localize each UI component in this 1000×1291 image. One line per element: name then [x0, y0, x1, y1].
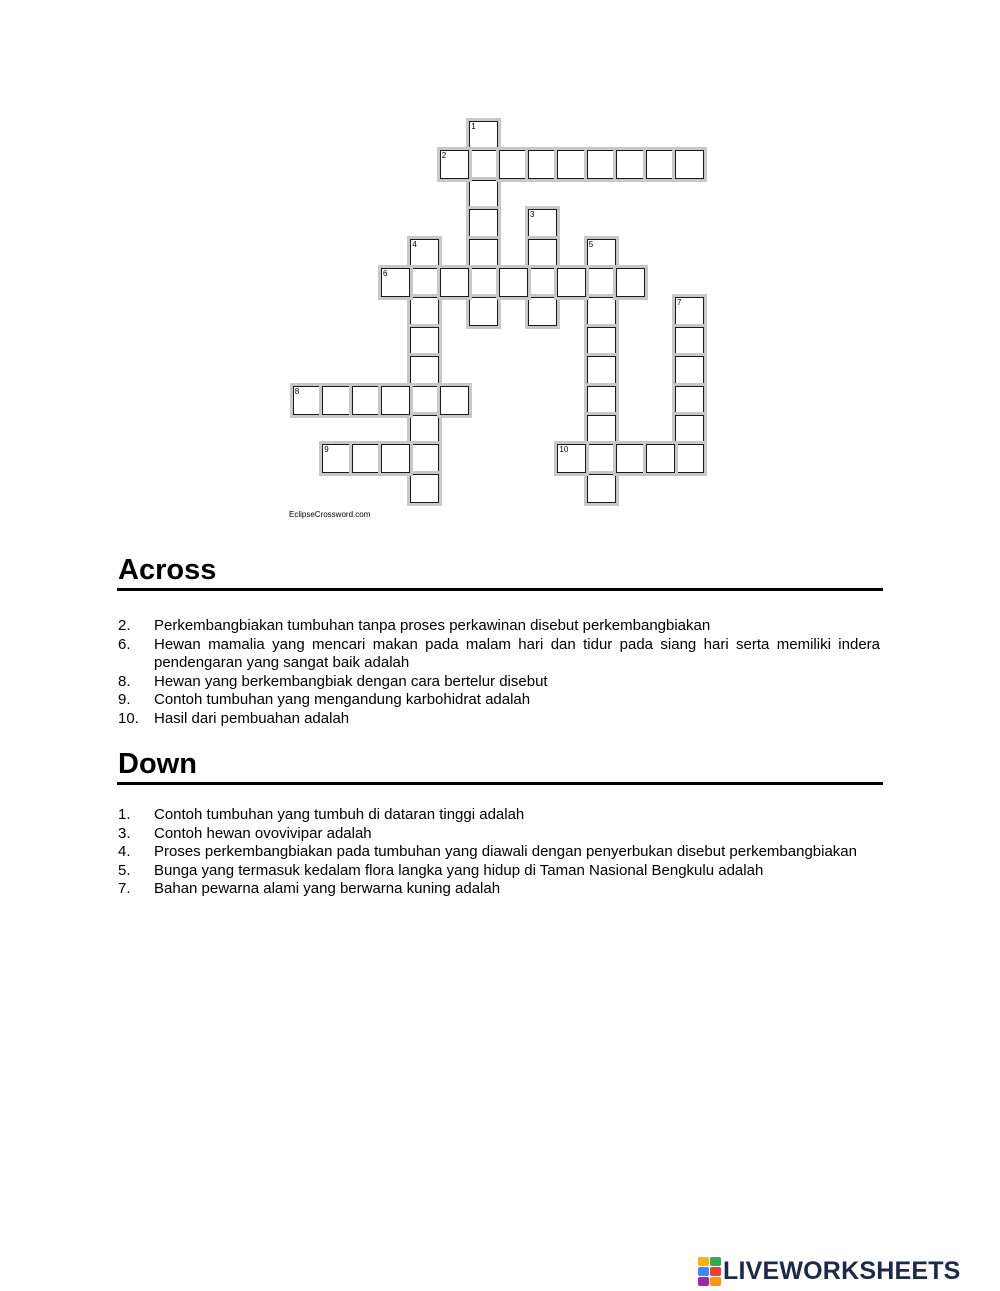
crossword-cell[interactable]: [528, 209, 557, 238]
logo-square: [710, 1257, 721, 1266]
down-clue-text: Bunga yang termasuk kedalam flora langka yang hidup di Taman Nasional Bengkulu adalah: [154, 861, 764, 879]
crossword-cell[interactable]: [528, 297, 557, 326]
down-clue-text: Proses perkembangbiakan pada tumbuhan yang diawali dengan penyerbukan disebut perkembangbiakan: [154, 843, 857, 860]
crossword-cell[interactable]: [499, 268, 528, 297]
down-divider: [117, 782, 883, 785]
down-clue-text: Bahan pewarna alami yang berwarna kuning adalah: [154, 880, 501, 897]
crossword-cell[interactable]: [675, 327, 704, 356]
across-clue: [118, 617, 880, 636]
crossword-cell[interactable]: [410, 239, 439, 268]
crossword-cell[interactable]: [469, 150, 498, 179]
crossword-cell[interactable]: [410, 415, 439, 444]
crossword-cell[interactable]: [675, 297, 704, 326]
crossword-cell[interactable]: [410, 268, 439, 297]
down-clue-number: 1.: [118, 806, 131, 823]
clue-number-label: 7: [677, 298, 682, 308]
crossword-cell[interactable]: [557, 444, 586, 473]
logo-square: [698, 1257, 709, 1266]
crossword-cell[interactable]: [675, 150, 704, 179]
crossword-cell[interactable]: [587, 444, 616, 473]
logo-square: [698, 1277, 709, 1286]
crossword-cell[interactable]: [499, 150, 528, 179]
crossword-cell[interactable]: [410, 327, 439, 356]
crossword-cell[interactable]: [410, 297, 439, 326]
crossword-cell[interactable]: [587, 415, 616, 444]
crossword-grid: [0, 0, 1000, 520]
down-clue-text: Contoh tumbuhan yang tumbuh di dataran tinggi adalah: [154, 806, 525, 823]
crossword-cell[interactable]: [352, 444, 381, 473]
crossword-cell[interactable]: [616, 150, 645, 179]
down-clue: [118, 843, 880, 862]
across-divider: [117, 588, 883, 591]
crossword-cell[interactable]: [528, 268, 557, 297]
across-clue: [118, 636, 880, 673]
across-clue-text: Hasil dari pembuahan adalah: [154, 709, 350, 727]
down-clue: [118, 825, 880, 844]
crossword-cell[interactable]: [675, 356, 704, 385]
crossword-cell[interactable]: [616, 268, 645, 297]
across-clue-number: 9.: [118, 691, 131, 708]
across-clue: [118, 673, 880, 692]
down-clue: [118, 806, 880, 825]
crossword-cell[interactable]: [557, 268, 586, 297]
across-clue: [118, 691, 880, 710]
logo-text: LIVEWORKSHEETS: [723, 1256, 961, 1285]
crossword-cell[interactable]: [646, 150, 675, 179]
down-clue: [118, 862, 880, 881]
clue-number-label: 6: [383, 269, 388, 278]
credit-text: EclipseCrossword.com: [289, 510, 371, 519]
down-clue: [118, 880, 880, 899]
across-clue-number: 6.: [118, 635, 131, 653]
crossword-cell[interactable]: [410, 444, 439, 473]
across-heading: Across: [118, 554, 217, 586]
crossword-cell[interactable]: [352, 386, 381, 415]
crossword-cell[interactable]: [440, 150, 469, 179]
crossword-cell[interactable]: [587, 356, 616, 385]
crossword-cell[interactable]: [469, 209, 498, 238]
crossword-cell[interactable]: [381, 268, 410, 297]
clue-number-label: 9: [324, 445, 329, 455]
crossword-cell[interactable]: [587, 268, 616, 297]
down-clue-text: Contoh hewan ovovivipar adalah: [154, 824, 372, 842]
down-heading: Down: [118, 748, 197, 780]
crossword-cell[interactable]: [469, 121, 498, 150]
crossword-cell[interactable]: [587, 327, 616, 356]
across-clue-text: Contoh tumbuhan yang mengandung karbohidrat adalah: [154, 691, 531, 708]
crossword-cell[interactable]: [410, 474, 439, 503]
crossword-cell[interactable]: [675, 444, 704, 473]
across-clue-text: Hewan yang berkembangbiak dengan cara bertelur disebut: [154, 672, 548, 690]
across-clue-number: 2.: [118, 617, 131, 634]
crossword-cell[interactable]: [587, 386, 616, 415]
crossword-cell[interactable]: [469, 268, 498, 297]
crossword-cell[interactable]: [469, 297, 498, 326]
crossword-cell[interactable]: [675, 386, 704, 415]
logo-square: [710, 1267, 721, 1276]
crossword-cell[interactable]: [410, 386, 439, 415]
crossword-cell[interactable]: [293, 386, 322, 415]
across-clue-text: Hewan mamalia yang mencari makan pada malam hari dan tidur pada siang hari serta memiliki indera pendengaran yang sangat baik adalah: [154, 635, 880, 671]
crossword-cell[interactable]: [381, 386, 410, 415]
clue-number-label: 8: [294, 386, 300, 396]
clue-number-label: 5: [588, 239, 594, 249]
crossword-cell[interactable]: [410, 356, 439, 385]
across-clue-number: 10.: [118, 709, 139, 727]
clue-number-label: 3: [530, 210, 535, 220]
crossword-cell[interactable]: [616, 444, 645, 473]
crossword-cell[interactable]: [381, 444, 410, 473]
down-clue-number: 5.: [118, 861, 131, 879]
crossword-cell[interactable]: [557, 150, 586, 179]
crossword-cell[interactable]: [440, 268, 469, 297]
clue-number-label: 10: [559, 445, 569, 455]
crossword-cell[interactable]: [322, 386, 351, 415]
logo-square: [710, 1277, 721, 1286]
crossword-cell[interactable]: [528, 150, 557, 179]
liveworksheets-logo: [698, 1256, 961, 1286]
down-clue-list: [118, 806, 880, 899]
clue-number-label: 2: [441, 151, 447, 161]
down-clue-number: 3.: [118, 824, 131, 842]
crossword-cell[interactable]: [587, 150, 616, 179]
crossword-cell[interactable]: [587, 297, 616, 326]
crossword-cell[interactable]: [528, 239, 557, 268]
logo-mark-icon: [698, 1257, 720, 1285]
down-clue-number: 4.: [118, 843, 131, 860]
across-clue-number: 8.: [118, 672, 131, 690]
across-clue: [118, 710, 880, 729]
crossword-cell[interactable]: [322, 444, 351, 473]
crossword-cell[interactable]: [675, 415, 704, 444]
crossword-cell[interactable]: [440, 386, 469, 415]
clue-number-label: 1: [471, 122, 476, 131]
crossword-cell[interactable]: [469, 180, 498, 209]
clue-number-label: 4: [412, 239, 417, 249]
across-clue-text: Perkembangbiakan tumbuhan tanpa proses perkawinan disebut perkembangbiakan: [154, 617, 711, 634]
crossword-cell[interactable]: [646, 444, 675, 473]
crossword-cell[interactable]: [469, 239, 498, 268]
logo-square: [698, 1267, 709, 1276]
crossword-cell[interactable]: [587, 239, 616, 268]
across-clue-list: [118, 617, 880, 728]
down-clue-number: 7.: [118, 880, 131, 897]
crossword-cell[interactable]: [587, 474, 616, 503]
